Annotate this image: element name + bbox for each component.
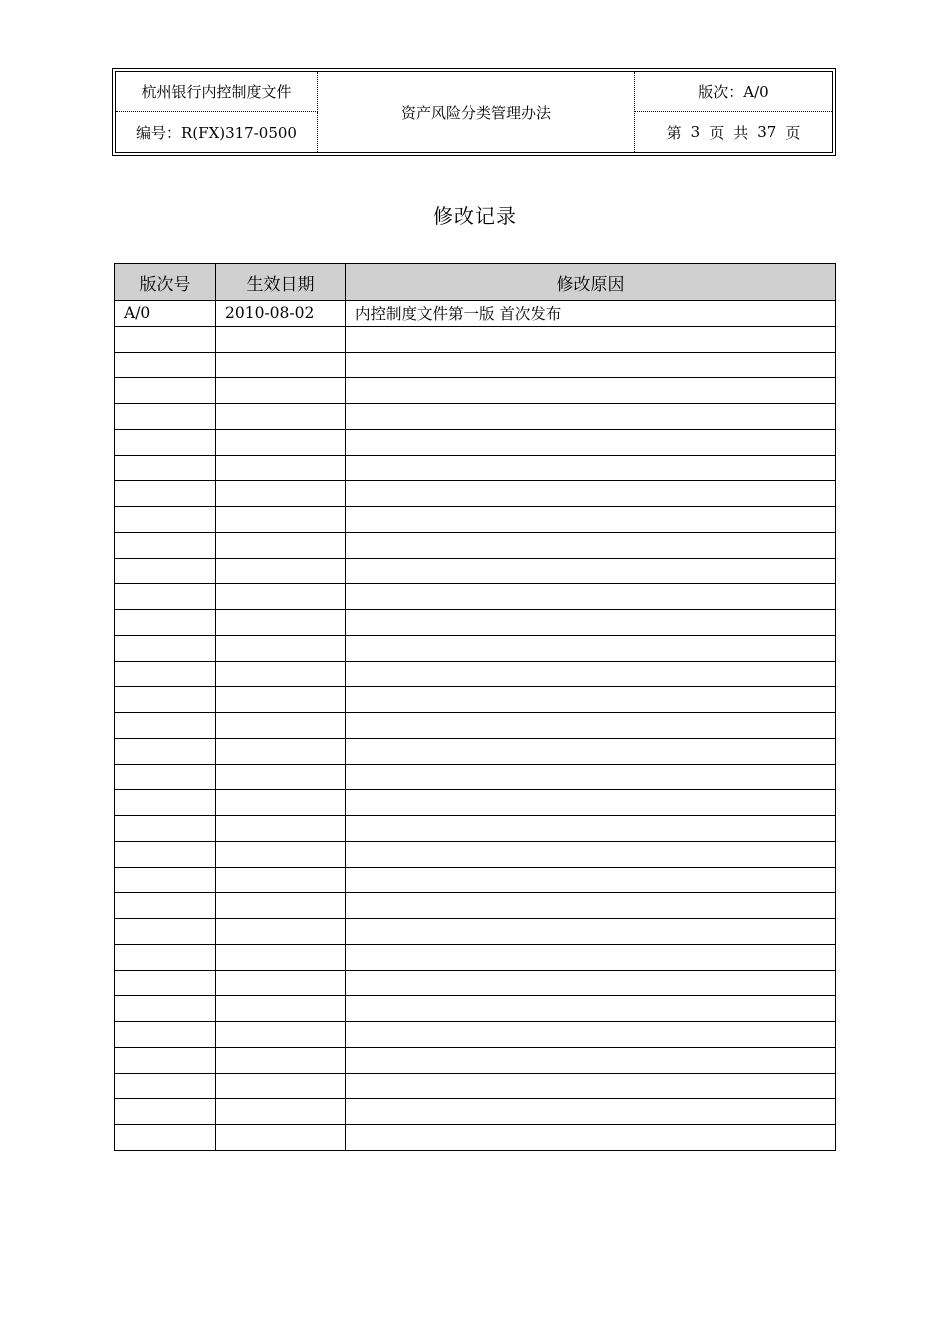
cell-reason: [346, 841, 836, 867]
cell-reason: [346, 893, 836, 919]
cell-reason: [346, 996, 836, 1022]
table-row: [115, 816, 836, 842]
cell-effective-date: [216, 326, 346, 352]
table-row: [115, 893, 836, 919]
table-row: [115, 944, 836, 970]
table-row: [115, 1047, 836, 1073]
cell-reason: [346, 378, 836, 404]
cell-version: [115, 1073, 216, 1099]
table-row: [115, 1099, 836, 1125]
cell-effective-date: [216, 584, 346, 610]
cell-reason: [346, 816, 836, 842]
page-prefix: 第: [666, 123, 682, 142]
cell-effective-date: [216, 687, 346, 713]
cell-effective-date: [216, 919, 346, 945]
cell-effective-date: [216, 429, 346, 455]
page-suffix: 页: [785, 123, 801, 142]
cell-version: [115, 507, 216, 533]
cell-version: [115, 687, 216, 713]
cell-reason: [346, 867, 836, 893]
cell-effective-date: [216, 507, 346, 533]
document-version: 版次：A/0: [635, 72, 832, 112]
cell-version: [115, 1022, 216, 1048]
column-header-effective-date: 生效日期: [216, 264, 346, 301]
cell-effective-date: [216, 1022, 346, 1048]
page-label-2: 共: [733, 123, 749, 142]
table-row: [115, 713, 836, 739]
cell-effective-date: [216, 944, 346, 970]
cell-reason: [346, 558, 836, 584]
cell-effective-date: [216, 790, 346, 816]
cell-version: [115, 738, 216, 764]
table-row: [115, 584, 836, 610]
cell-effective-date: 2010-08-02: [216, 301, 346, 327]
table-row: [115, 996, 836, 1022]
document-header-grid: [115, 71, 833, 153]
cell-reason: [346, 584, 836, 610]
cell-version: [115, 610, 216, 636]
cell-version: [115, 919, 216, 945]
cell-reason: 内控制度文件第一版 首次发布: [346, 301, 836, 327]
table-row: [115, 481, 836, 507]
table-row: [115, 661, 836, 687]
cell-version: [115, 1125, 216, 1151]
cell-version: [115, 404, 216, 430]
cell-effective-date: [216, 1125, 346, 1151]
table-row: [115, 1125, 836, 1151]
cell-effective-date: [216, 1099, 346, 1125]
cell-reason: [346, 764, 836, 790]
cell-effective-date: [216, 841, 346, 867]
cell-reason: [346, 610, 836, 636]
cell-version: [115, 816, 216, 842]
cell-effective-date: [216, 532, 346, 558]
cell-effective-date: [216, 996, 346, 1022]
cell-effective-date: [216, 867, 346, 893]
cell-effective-date: [216, 352, 346, 378]
cell-version: [115, 944, 216, 970]
cell-effective-date: [216, 378, 346, 404]
cell-effective-date: [216, 713, 346, 739]
cell-reason: [346, 1073, 836, 1099]
table-row: [115, 301, 836, 327]
cell-version: [115, 790, 216, 816]
cell-version: [115, 893, 216, 919]
cell-effective-date: [216, 404, 346, 430]
table-row: [115, 429, 836, 455]
cell-effective-date: [216, 558, 346, 584]
cell-reason: [346, 481, 836, 507]
cell-effective-date: [216, 893, 346, 919]
cell-reason: [346, 352, 836, 378]
table-row: [115, 610, 836, 636]
table-row: [115, 378, 836, 404]
cell-reason: [346, 326, 836, 352]
table-row: [115, 764, 836, 790]
cell-reason: [346, 919, 836, 945]
cell-version: [115, 481, 216, 507]
cell-version: [115, 558, 216, 584]
cell-reason: [346, 1099, 836, 1125]
cell-effective-date: [216, 1073, 346, 1099]
table-row: [115, 635, 836, 661]
table-row: [115, 404, 836, 430]
column-header-reason: 修改原因: [346, 264, 836, 301]
cell-version: [115, 326, 216, 352]
cell-effective-date: [216, 764, 346, 790]
cell-effective-date: [216, 738, 346, 764]
cell-reason: [346, 1125, 836, 1151]
cell-version: [115, 635, 216, 661]
cell-version: [115, 764, 216, 790]
table-row: [115, 326, 836, 352]
cell-reason: [346, 790, 836, 816]
page-total: 37: [757, 123, 777, 141]
cell-version: [115, 584, 216, 610]
cell-reason: [346, 635, 836, 661]
cell-version: [115, 996, 216, 1022]
cell-version: [115, 532, 216, 558]
cell-version: [115, 378, 216, 404]
cell-effective-date: [216, 455, 346, 481]
cell-version: [115, 352, 216, 378]
cell-version: [115, 455, 216, 481]
table-row: [115, 558, 836, 584]
cell-version: [115, 661, 216, 687]
table-row: [115, 455, 836, 481]
table-row: [115, 790, 836, 816]
cell-version: [115, 867, 216, 893]
cell-reason: [346, 661, 836, 687]
document-title: 资产风险分类管理办法: [318, 72, 635, 152]
cell-reason: [346, 738, 836, 764]
cell-reason: [346, 429, 836, 455]
table-row: [115, 841, 836, 867]
cell-version: [115, 429, 216, 455]
cell-reason: [346, 507, 836, 533]
document-code: 编号：R(FX)317-0500: [116, 112, 318, 152]
cell-version: A/0: [115, 301, 216, 327]
table-row: [115, 352, 836, 378]
cell-version: [115, 841, 216, 867]
column-header-version: 版次号: [115, 264, 216, 301]
table-row: [115, 1073, 836, 1099]
cell-reason: [346, 1022, 836, 1048]
table-row: [115, 1022, 836, 1048]
cell-effective-date: [216, 970, 346, 996]
cell-version: [115, 970, 216, 996]
cell-effective-date: [216, 610, 346, 636]
page-number: [635, 112, 832, 152]
organization-name: 杭州银行内控制度文件: [116, 72, 318, 112]
table-row: [115, 970, 836, 996]
table-row: [115, 532, 836, 558]
cell-version: [115, 1099, 216, 1125]
cell-reason: [346, 687, 836, 713]
cell-version: [115, 1047, 216, 1073]
cell-reason: [346, 970, 836, 996]
cell-version: [115, 713, 216, 739]
table-row: [115, 919, 836, 945]
table-row: [115, 507, 836, 533]
table-row: [115, 738, 836, 764]
table-body: [115, 301, 836, 1151]
table-row: [115, 867, 836, 893]
cell-reason: [346, 532, 836, 558]
cell-reason: [346, 944, 836, 970]
cell-effective-date: [216, 635, 346, 661]
cell-reason: [346, 455, 836, 481]
section-title: 修改记录: [433, 204, 517, 228]
cell-reason: [346, 404, 836, 430]
table-header-row: [115, 264, 836, 301]
cell-effective-date: [216, 816, 346, 842]
document-header: [112, 68, 836, 156]
table-row: [115, 687, 836, 713]
page-current: 3: [690, 123, 701, 141]
cell-reason: [346, 1047, 836, 1073]
cell-reason: [346, 713, 836, 739]
cell-effective-date: [216, 661, 346, 687]
page-label-1: 页: [709, 123, 725, 142]
cell-effective-date: [216, 1047, 346, 1073]
revision-record-table: [114, 263, 836, 1151]
cell-effective-date: [216, 481, 346, 507]
